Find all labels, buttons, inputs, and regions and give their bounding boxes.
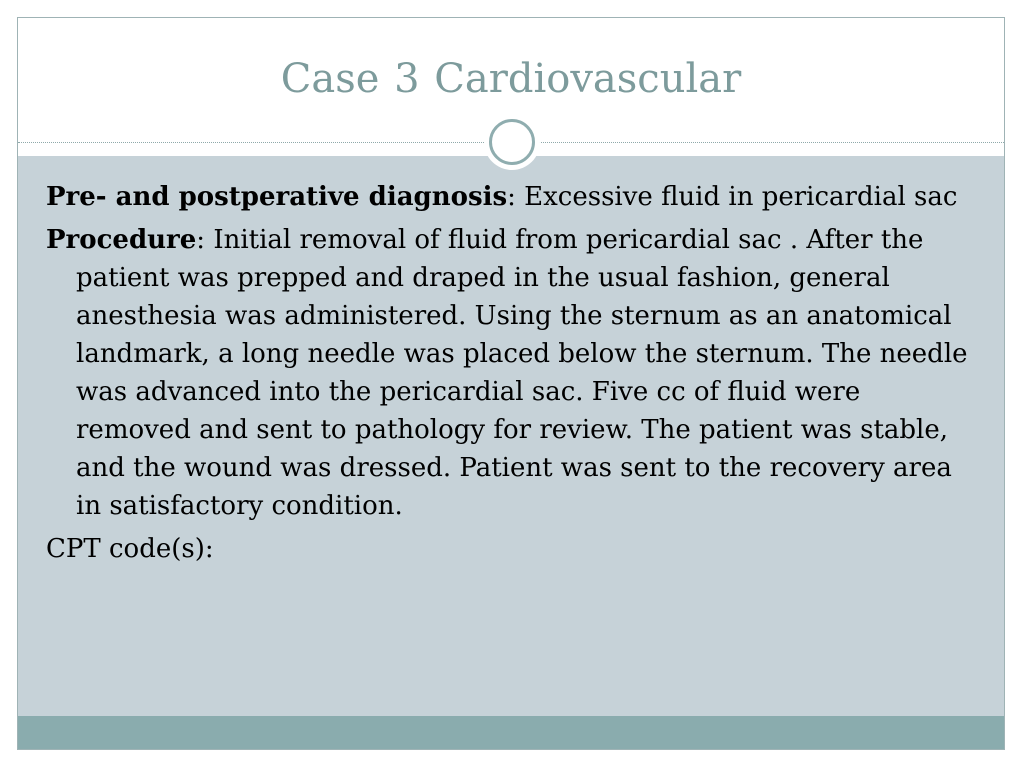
- procedure-label: Procedure: [46, 225, 197, 255]
- slide-title: Case 3 Cardiovascular: [280, 56, 742, 102]
- content-text: [46, 178, 976, 573]
- diagnosis-separator: :: [507, 182, 516, 212]
- diagnosis-text: Excessive fluid in pericardial sac: [515, 182, 958, 212]
- ring-icon: [489, 119, 535, 165]
- content-panel: [18, 156, 1004, 716]
- procedure-paragraph: [46, 221, 976, 525]
- circle-ornament-icon: [484, 114, 540, 170]
- slide: [17, 17, 1005, 750]
- cpt-paragraph: CPT code(s):: [46, 534, 214, 564]
- diagnosis-paragraph: [46, 178, 976, 216]
- footer-bar: [18, 716, 1004, 750]
- procedure-separator: :: [196, 225, 206, 255]
- procedure-text: Initial removal of fluid from pericardial sac . After the patient was prepped and draped in the usual fashion, general anesthesia was administered. Using the sternum as an anatomical landmark, a long needle was placed below the sternum. The needle was advanced into the pericardial sac. Five cc of fluid were removed and sent to pathology for review. The patient was stable, and the wound was dressed. Patient was sent to the recovery area in satisfactory condition.: [76, 225, 968, 521]
- diagnosis-label: Pre- and postperative diagnosis: [46, 182, 508, 212]
